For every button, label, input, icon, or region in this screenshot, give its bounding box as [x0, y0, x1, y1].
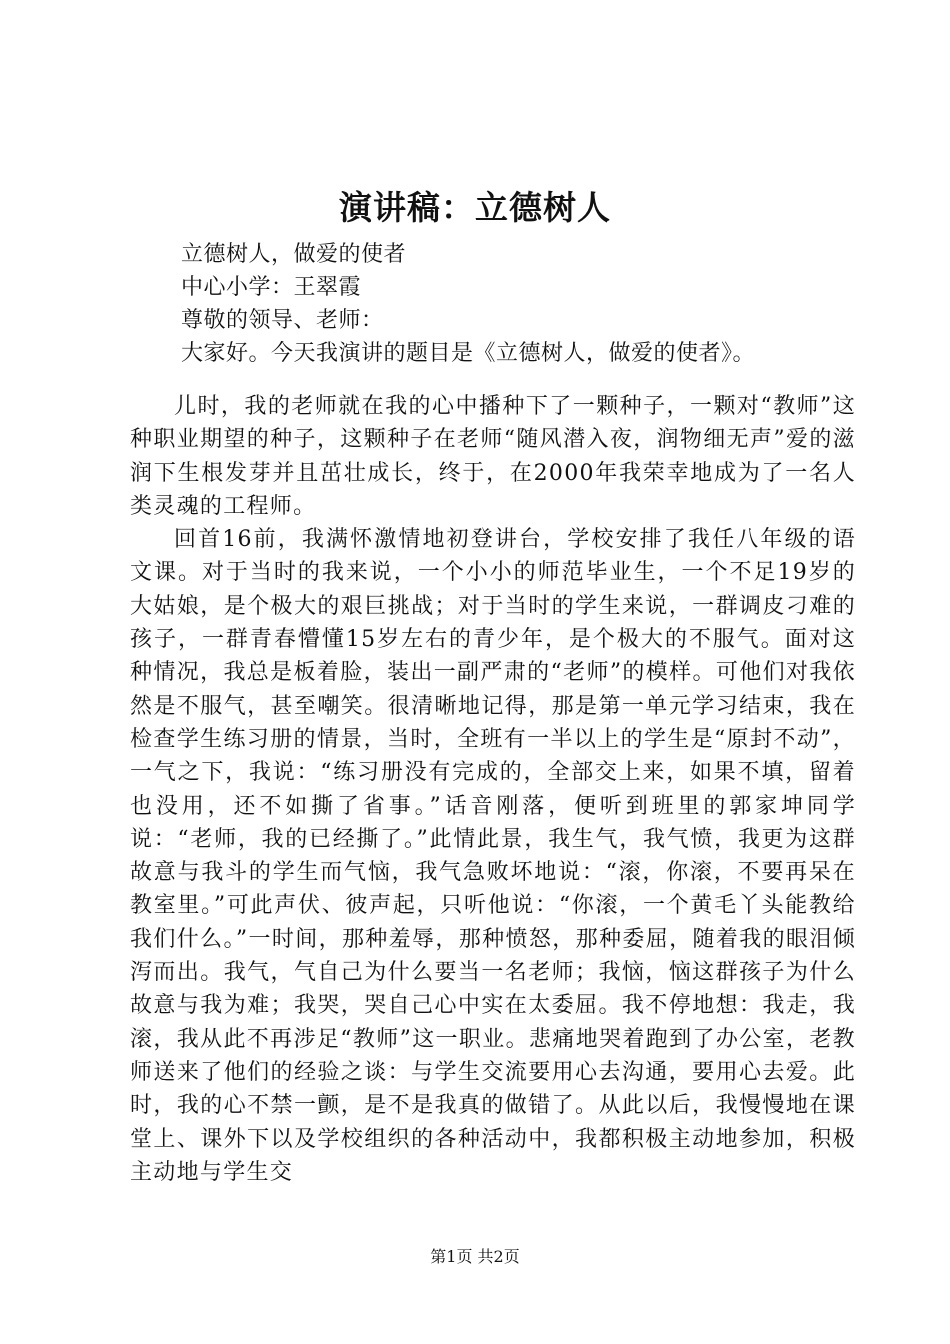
salutation-line: 尊敬的领导、老师：: [181, 308, 384, 333]
speech-body: [130, 390, 856, 1189]
document-title: 演讲稿：立德树人: [339, 188, 611, 227]
speech-subtitle: 立德树人，做爱的使者: [181, 242, 407, 267]
paragraph-first-teaching: 回首16前，我满怀激情地初登讲台，学校安排了我任八年级的语文课。对于当时的我来说，一个小小的师范毕业生，一个不足19岁的大姑娘，是个极大的艰巨挑战；对于当时的学生来说，一群调皮刁难的孩子，一群青春懵懂15岁左右的青少年，是个极大的不服气。面对这种情况，我总是板着脸，装出一副严肃的“老师”的模样。可他们对我依然是不服气，甚至嘲笑。很清晰地记得，那是第一单元学习结束，我在检查学生练习册的情景，当时，全班有一半以上的学生是“原封不动”，一气之下，我说：“练习册没有完成的，全部交上来，如果不填，留着也没用，还不如撕了省事。”话音刚落，便听到班里的郭家坤同学说：“老师，我的已经撕了。”此情此景，我生气，我气愤，我更为这群故意与我斗的学生而气恼，我气急败坏地说：“滚，你滚，不要再呆在教室里。”可此声伏、彼声起，只听他说：“你滚，一个黄毛丫头能教给我们什么。”一时间，那种羞辱，那种愤怒，那种委屈，随着我的眼泪倾泻而出。我气，气自己为什么要当一名老师；我恼，恼这群孩子为什么故意与我为难；我哭，哭自己心中实在太委屈。我不停地想：我走，我滚，我从此不再涉足“教师”这一职业。悲痛地哭着跑到了办公室，老教师送来了他们的经验之谈：与学生交流要用心去沟通，要用心去爱。此时，我的心不禁一颤，是不是我真的做错了。从此以后，我慢慢地在课堂上、课外下以及学校组织的各种活动中，我都积极主动地参加，积极主动地与学生交: [130, 527, 856, 1185]
paragraph-childhood: 儿时，我的老师就在我的心中播种下了一颗种子，一颗对“教师”这种职业期望的种子，这颗种子在老师“随风潜入夜，润物细无声”爱的滋润下生根发芽并且茁壮成长，终于，在2000年我荣幸地成为了一名人类灵魂的工程师。: [130, 394, 856, 519]
greeting-line: 大家好。今天我演讲的题目是《立德树人，做爱的使者》。: [181, 341, 756, 366]
speaker-line: 中心小学：王翠霞: [181, 275, 362, 300]
speech-header: [181, 238, 901, 370]
page-number-footer: 第1页 共2页: [430, 1247, 520, 1266]
